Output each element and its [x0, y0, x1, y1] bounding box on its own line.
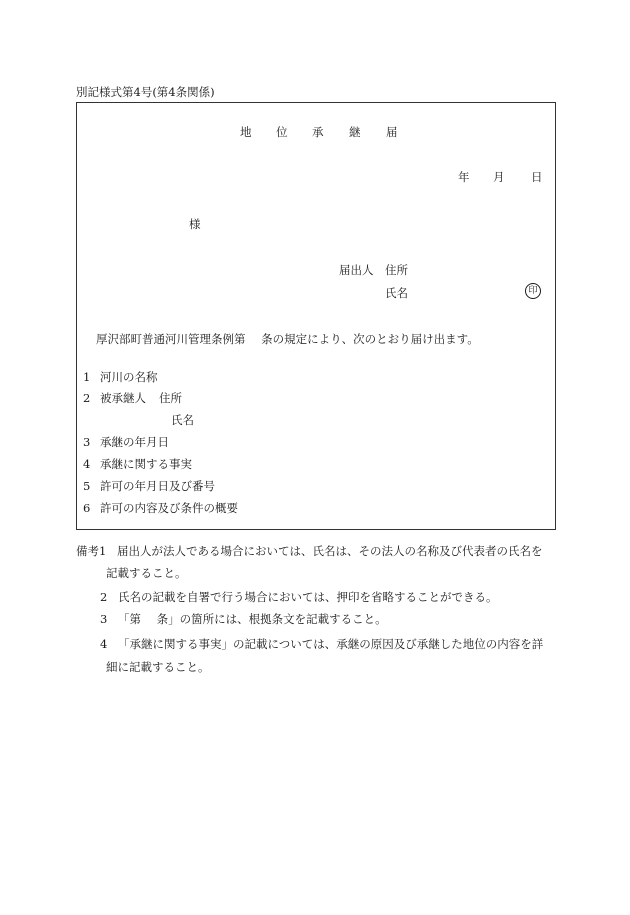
form-item	[83, 390, 146, 406]
item-number: 1	[83, 370, 91, 384]
addressee-label: 様	[189, 217, 201, 231]
title-char: 届	[386, 125, 398, 139]
title-char: 継	[349, 125, 361, 139]
note-continuation: 細に記載すること。	[106, 660, 210, 674]
form-item	[83, 434, 169, 450]
item-text: 承継の年月日	[100, 435, 169, 449]
note-number: 1	[99, 544, 107, 558]
note-item	[76, 543, 543, 559]
applicant-label: 届出人	[339, 263, 374, 277]
note-number: 2	[100, 590, 108, 604]
date-year-label: 年	[458, 170, 470, 184]
statement-text: 厚沢部町普通河川管理条例第 条の規定により、次のとおり届け出ます。	[96, 332, 479, 346]
form-item	[83, 478, 215, 494]
seal-mark: 印	[525, 283, 541, 299]
item-number: 5	[83, 479, 91, 493]
notes-prefix: 備考	[76, 544, 99, 558]
item-number: 3	[83, 435, 91, 449]
note-number: 4	[100, 637, 108, 651]
note-number: 3	[100, 612, 108, 626]
applicant-address-label: 住所	[385, 263, 408, 277]
note-continuation: 記載すること。	[106, 566, 187, 580]
item-text: 被承継人	[100, 391, 146, 405]
title-char: 地	[240, 125, 252, 139]
item-text: 河川の名称	[100, 370, 158, 384]
item-text: 許可の内容及び条件の概要	[100, 501, 238, 515]
item-text: 承継に関する事実	[100, 457, 192, 471]
item-number: 6	[83, 501, 91, 515]
date-day-label: 日	[531, 170, 543, 184]
note-text: 「第 条」の箇所には、根拠条文を記載すること。	[118, 612, 387, 626]
form-title	[240, 124, 398, 140]
note-item	[100, 589, 498, 605]
item2-address-label: 住所	[159, 391, 182, 405]
item-number: 2	[83, 391, 91, 405]
item-text: 許可の年月日及び番号	[100, 479, 215, 493]
form-item	[83, 456, 192, 472]
title-char: 承	[312, 125, 324, 139]
note-item	[100, 636, 543, 652]
form-number-label: 別記様式第4号(第4条関係)	[76, 85, 215, 99]
item2-name-label: 氏名	[171, 413, 194, 427]
date-line	[458, 169, 543, 185]
form-item	[83, 500, 238, 516]
applicant-name-label: 氏名	[385, 286, 408, 300]
note-text: 「承継に関する事実」の記載については、承継の原因及び承継した地位の内容を詳	[118, 637, 544, 651]
note-text: 氏名の記載を自署で行う場合においては、押印を省略することができる。	[118, 590, 498, 604]
form-item	[83, 369, 158, 385]
note-text: 届出人が法人である場合においては、氏名は、その法人の名称及び代表者の氏名を	[117, 544, 543, 558]
title-char: 位	[276, 125, 288, 139]
note-item	[100, 611, 387, 627]
item-number: 4	[83, 457, 91, 471]
date-month-label: 月	[493, 170, 505, 184]
